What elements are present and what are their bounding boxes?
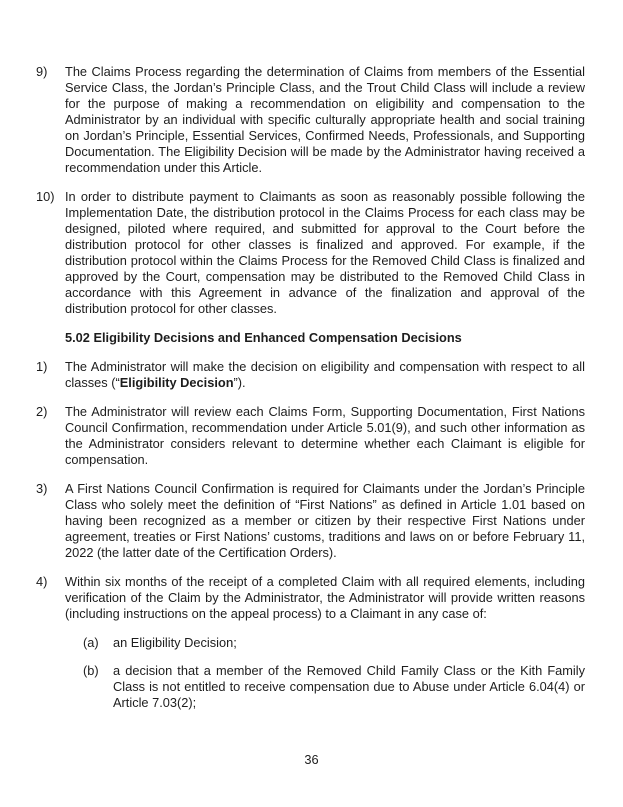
- list-marker: 9): [36, 64, 48, 79]
- list-marker: 3): [36, 481, 48, 496]
- list-item-2: [36, 404, 585, 468]
- paragraph-text: A First Nations Council Confirmation is required for Claimants under the Jordan’s Principle Class who solely meet the definition of “First Nations” as defined in Article 1.01 based on having been recognized as a member or citizen by their respective First Nations under agreement, treaties or First Nations’ customs, traditions and laws on or before February 11, 2022 (the latter date of the Certification Orders).: [65, 481, 585, 560]
- list-item-9: [36, 64, 585, 176]
- paragraph-text-post: ”).: [233, 375, 246, 390]
- list-item-10: [36, 189, 585, 317]
- list-marker: 1): [36, 359, 48, 374]
- list-marker: 10): [36, 189, 55, 204]
- list-item-3: [36, 481, 585, 561]
- paragraph-text: an Eligibility Decision;: [113, 635, 237, 650]
- list-item-4: [36, 574, 585, 622]
- bold-term: Eligibility Decision: [119, 375, 234, 390]
- list-marker: 4): [36, 574, 48, 589]
- paragraph-text: The Claims Process regarding the determination of Claims from members of the Essential Service Class, the Jordan’s Principle Class, and the Trout Child Class will include a review for the purpose of making a recommendation on eligibility and compensation to the Administrator by an individual with specific culturally appropriate health and social training on Jordan’s Principle, Essential Services, Confirmed Needs, Professionals, and Supporting Documentation. The Eligibility Decision will be made by the Administrator having received a recommendation under this Article.: [65, 64, 585, 175]
- paragraph-text: The Administrator will review each Claims Form, Supporting Documentation, First Nations Council Confirmation, recommendation under Article 5.01(9), and such other information as the Administrator considers relevant to determine whether each Claimant is eligible for compensation.: [65, 404, 585, 467]
- paragraph-text: In order to distribute payment to Claimants as soon as reasonably possible following the Implementation Date, the distribution protocol in the Claims Process for each class may be designed, piloted where required, and submitted for approval to the Court before the distribution protocol for other classes is finalized and approved. For example, if the distribution protocol within the Claims Process for the Removed Child Class is finalized and approved by the Court, compensation may be distributed to the Removed Child Class in accordance with this Agreement in advance of the finalization and approval of the distribution protocol for other classes.: [65, 189, 585, 316]
- list-item-1: [36, 359, 585, 391]
- sub-list-item-a: [83, 635, 585, 651]
- list-marker: (b): [83, 663, 99, 678]
- list-marker: 2): [36, 404, 48, 419]
- sub-list-item-b: [83, 663, 585, 711]
- page-number: 36: [304, 752, 319, 767]
- paragraph-text-pre: The Administrator will make the decision on eligibility and compensation with respect to all classes (“: [65, 359, 585, 390]
- document-body: [36, 64, 585, 723]
- paragraph-text: a decision that a member of the Removed Child Family Class or the Kith Family Class is not entitled to receive compensation due to Abuse under Article 6.04(4) or Article 7.03(2);: [113, 663, 585, 710]
- section-heading: 5.02 Eligibility Decisions and Enhanced Compensation Decisions: [65, 330, 462, 345]
- paragraph-text: Within six months of the receipt of a completed Claim with all required elements, including verification of the Claim by the Administrator, the Administrator will provide written reasons (including instructions on the appeal process) to a Claimant in any case of:: [65, 574, 585, 621]
- paragraph-text: [65, 359, 585, 390]
- list-marker: (a): [83, 635, 99, 650]
